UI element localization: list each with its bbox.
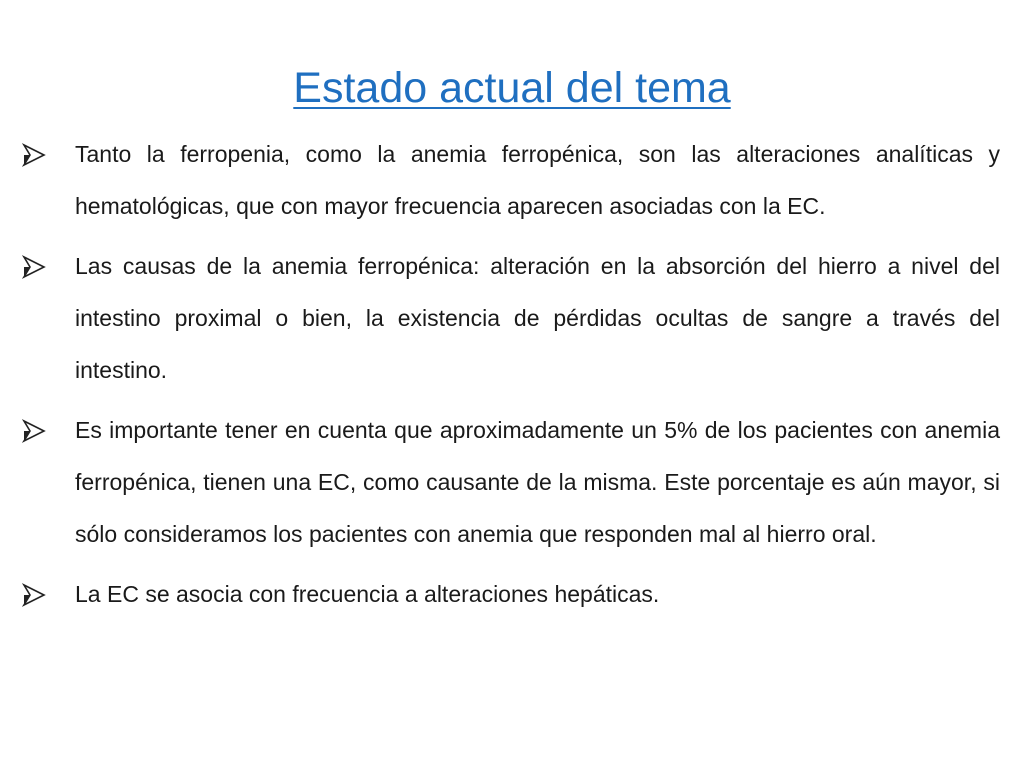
bullet-item xyxy=(0,404,1024,560)
bullet-list xyxy=(0,128,1024,628)
bullet-item xyxy=(0,128,1024,232)
arrow-bullet-icon xyxy=(22,143,46,167)
bullet-text: Es importante tener en cuenta que aproximadamente un 5% de los pacientes con anemia ferropénica, tienen una EC, como causante de la misma. Este porcentaje es aún mayor, si sólo consideramos los pacientes con anemia que responden mal al hierro oral. xyxy=(75,417,1000,547)
bullet-text: Tanto la ferropenia, como la anemia ferropénica, son las alteraciones analíticas y hematológicas, que con mayor frecuencia aparecen asociadas con la EC. xyxy=(75,141,1000,219)
bullet-item xyxy=(0,568,1024,620)
bullet-text: Las causas de la anemia ferropénica: alteración en la absorción del hierro a nivel del intestino proximal o bien, la existencia de pérdidas ocultas de sangre a través del intestino. xyxy=(75,253,1000,383)
bullet-item xyxy=(0,240,1024,396)
arrow-bullet-icon xyxy=(22,419,46,443)
arrow-bullet-icon xyxy=(22,255,46,279)
bullet-text: La EC se asocia con frecuencia a alteraciones hepáticas. xyxy=(75,581,660,607)
arrow-bullet-icon xyxy=(22,583,46,607)
slide-title: Estado actual del tema xyxy=(293,64,731,112)
